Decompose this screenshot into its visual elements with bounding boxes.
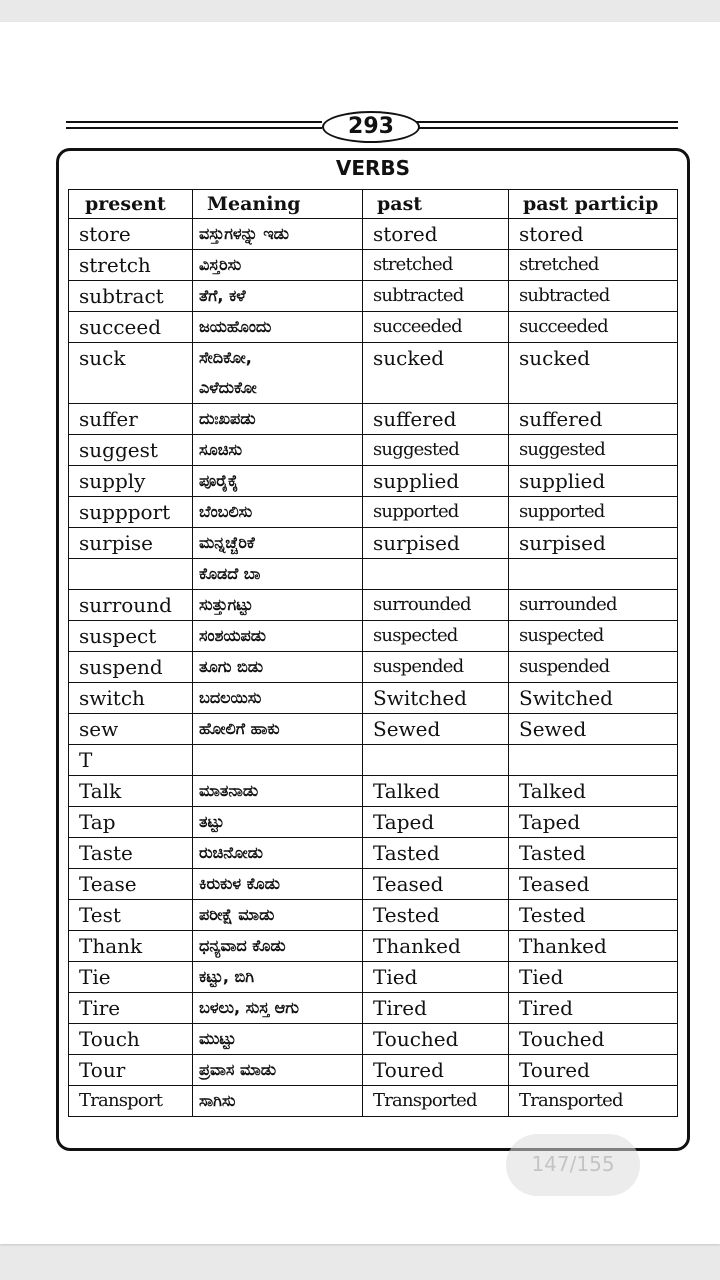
table-row <box>69 466 678 497</box>
meaning-cell: ಬದಲಯಿಸು <box>193 683 363 714</box>
table-row <box>69 1024 678 1055</box>
table-row <box>69 435 678 466</box>
meaning-cell: ಪರೀಕ್ಷೆ ಮಾಡು <box>193 900 363 931</box>
present-cell: surround <box>69 590 193 621</box>
meaning-cell: ತೆಗೆ, ಕಳೆ <box>193 281 363 312</box>
table-body <box>69 219 678 1117</box>
table-row <box>69 497 678 528</box>
past-participle-cell: Switched <box>509 683 678 714</box>
table-row <box>69 776 678 807</box>
table-row <box>69 621 678 652</box>
past-participle-cell: suggested <box>509 435 678 466</box>
past-participle-cell: suspected <box>509 621 678 652</box>
past-cell: Toured <box>363 1055 509 1086</box>
meaning-cell: ಮುಟ್ಟು <box>193 1024 363 1055</box>
table-row <box>69 745 678 776</box>
meaning-cell: ಸಂಶಯಪಡು <box>193 621 363 652</box>
past-participle-cell: Tested <box>509 900 678 931</box>
meaning-cell: ಕಿರುಕುಳ ಕೊಡು <box>193 869 363 900</box>
past-participle-cell: Transported <box>509 1086 678 1117</box>
present-cell: Taste <box>69 838 193 869</box>
meaning-cell: ಜಯಹೊಂದು <box>193 312 363 343</box>
past-participle-cell: surrounded <box>509 590 678 621</box>
header-rule-right-bottom <box>416 127 678 129</box>
past-cell: stretched <box>363 250 509 281</box>
present-cell: sew <box>69 714 193 745</box>
past-participle-cell <box>509 745 678 776</box>
meaning-cell: ಪೂರೈಕೈ <box>193 466 363 497</box>
past-participle-cell: subtracted <box>509 281 678 312</box>
past-cell: subtracted <box>363 281 509 312</box>
past-cell <box>363 745 509 776</box>
past-participle-cell: Tired <box>509 993 678 1024</box>
past-participle-cell: surpised <box>509 528 678 559</box>
table-row <box>69 590 678 621</box>
present-cell: Tour <box>69 1055 193 1086</box>
present-cell: Transport <box>69 1086 193 1117</box>
present-cell: Tease <box>69 869 193 900</box>
past-participle-cell: Teased <box>509 869 678 900</box>
table-row <box>69 312 678 343</box>
past-cell: Tied <box>363 962 509 993</box>
table-row <box>69 250 678 281</box>
past-participle-cell: Sewed <box>509 714 678 745</box>
past-cell: suspended <box>363 652 509 683</box>
present-cell: surpise <box>69 528 193 559</box>
present-cell <box>69 559 193 590</box>
meaning-cell: ಬೆಂಬಲಿಸು <box>193 497 363 528</box>
present-cell: subtract <box>69 281 193 312</box>
present-cell: supply <box>69 466 193 497</box>
table-row <box>69 683 678 714</box>
present-cell: suppport <box>69 497 193 528</box>
past-cell: Teased <box>363 869 509 900</box>
past-participle-cell: Talked <box>509 776 678 807</box>
meaning-cell: ಪ್ರವಾಸ ಮಾಡು <box>193 1055 363 1086</box>
table-row <box>69 528 678 559</box>
past-cell: Taped <box>363 807 509 838</box>
past-participle-cell: stored <box>509 219 678 250</box>
past-participle-cell: Tied <box>509 962 678 993</box>
past-cell: Tested <box>363 900 509 931</box>
past-cell: Transported <box>363 1086 509 1117</box>
past-participle-cell: Taped <box>509 807 678 838</box>
header-rule-left-bottom <box>66 127 322 129</box>
present-cell: Thank <box>69 931 193 962</box>
table-header-row <box>69 190 678 219</box>
past-participle-cell: succeeded <box>509 312 678 343</box>
past-participle-cell: sucked <box>509 343 678 404</box>
meaning-cell: ಕಟ್ಟು, ಬಿಗಿ <box>193 962 363 993</box>
past-cell: Tired <box>363 993 509 1024</box>
past-cell: supported <box>363 497 509 528</box>
present-cell: stretch <box>69 250 193 281</box>
table-row <box>69 962 678 993</box>
past-cell: suffered <box>363 404 509 435</box>
meaning-cell: ಹೋಲಿಗೆ ಹಾಕು <box>193 714 363 745</box>
past-cell: stored <box>363 219 509 250</box>
past-cell: Talked <box>363 776 509 807</box>
past-participle-cell: suffered <box>509 404 678 435</box>
table-row <box>69 714 678 745</box>
past-cell: Switched <box>363 683 509 714</box>
table-row <box>69 652 678 683</box>
present-cell: switch <box>69 683 193 714</box>
past-participle-cell: Toured <box>509 1055 678 1086</box>
table-row <box>69 343 678 404</box>
meaning-cell: ತೂಗು ಬಿಡು <box>193 652 363 683</box>
table-row <box>69 807 678 838</box>
past-participle-cell <box>509 559 678 590</box>
page-indicator[interactable]: 147/155 <box>506 1134 640 1196</box>
page-title: VERBS <box>335 156 411 180</box>
present-cell: Tie <box>69 962 193 993</box>
meaning-cell: ಸಾಗಿಸು <box>193 1086 363 1117</box>
meaning-cell: ಧನ್ಯವಾದ ಕೊಡು <box>193 931 363 962</box>
table-row <box>69 838 678 869</box>
table-row <box>69 869 678 900</box>
past-participle-cell: supplied <box>509 466 678 497</box>
present-cell: Talk <box>69 776 193 807</box>
past-participle-cell: Thanked <box>509 931 678 962</box>
table-row <box>69 281 678 312</box>
table-row <box>69 559 678 590</box>
past-cell: suggested <box>363 435 509 466</box>
past-cell: sucked <box>363 343 509 404</box>
table-row <box>69 900 678 931</box>
meaning-cell: ಕೊಡದೆ ಬಾ <box>193 559 363 590</box>
past-cell: Tasted <box>363 838 509 869</box>
meaning-cell: ಸುತ್ತುಗಟ್ಟು <box>193 590 363 621</box>
meaning-cell: ಮನ್ನಚ್ಚೆರಿಕೆ <box>193 528 363 559</box>
past-participle-cell: supported <box>509 497 678 528</box>
meaning-cell: ರುಚಿನೋಡು <box>193 838 363 869</box>
header-rule-left-top <box>66 121 322 123</box>
header-present: present <box>69 190 193 219</box>
present-cell: Test <box>69 900 193 931</box>
past-participle-cell: suspended <box>509 652 678 683</box>
present-cell: suggest <box>69 435 193 466</box>
past-participle-cell: stretched <box>509 250 678 281</box>
present-cell: Tap <box>69 807 193 838</box>
past-cell: Sewed <box>363 714 509 745</box>
meaning-cell: ಸೇದಿಕೋ, ಎಳೆದುಕೋ <box>193 343 363 404</box>
past-participle-cell: Touched <box>509 1024 678 1055</box>
table-row <box>69 931 678 962</box>
past-cell: Touched <box>363 1024 509 1055</box>
past-cell: surrounded <box>363 590 509 621</box>
past-cell: supplied <box>363 466 509 497</box>
past-cell <box>363 559 509 590</box>
header-past: past <box>363 190 509 219</box>
meaning-cell: ತಟ್ಟು <box>193 807 363 838</box>
table-row <box>69 219 678 250</box>
verbs-table <box>68 189 678 1117</box>
present-cell: suffer <box>69 404 193 435</box>
meaning-cell: ಮಾತನಾಡು <box>193 776 363 807</box>
present-cell: succeed <box>69 312 193 343</box>
header-past-participle: past particip <box>509 190 678 219</box>
meaning-cell <box>193 745 363 776</box>
past-cell: surpised <box>363 528 509 559</box>
table-row <box>69 1086 678 1117</box>
present-cell: suspect <box>69 621 193 652</box>
past-cell: Thanked <box>363 931 509 962</box>
meaning-cell: ವಿಸ್ತರಿಸು <box>193 250 363 281</box>
table-row <box>69 1055 678 1086</box>
meaning-cell: ಬಳಲು, ಸುಸ್ತ ಆಗು <box>193 993 363 1024</box>
present-cell: suck <box>69 343 193 404</box>
page-number: 293 <box>322 111 420 143</box>
past-cell: succeeded <box>363 312 509 343</box>
past-cell: suspected <box>363 621 509 652</box>
header-rule-right-top <box>416 121 678 123</box>
present-cell: suspend <box>69 652 193 683</box>
present-cell: Tire <box>69 993 193 1024</box>
present-cell: Touch <box>69 1024 193 1055</box>
header-meaning: Meaning <box>193 190 363 219</box>
table-row <box>69 993 678 1024</box>
present-cell: T <box>69 745 193 776</box>
present-cell: store <box>69 219 193 250</box>
table-row <box>69 404 678 435</box>
meaning-cell: ಸೂಚಿಸು <box>193 435 363 466</box>
meaning-cell: ದುಃಖಪಡು <box>193 404 363 435</box>
meaning-cell: ವಸ್ತುಗಳನ್ನು ಇಡು <box>193 219 363 250</box>
past-participle-cell: Tasted <box>509 838 678 869</box>
